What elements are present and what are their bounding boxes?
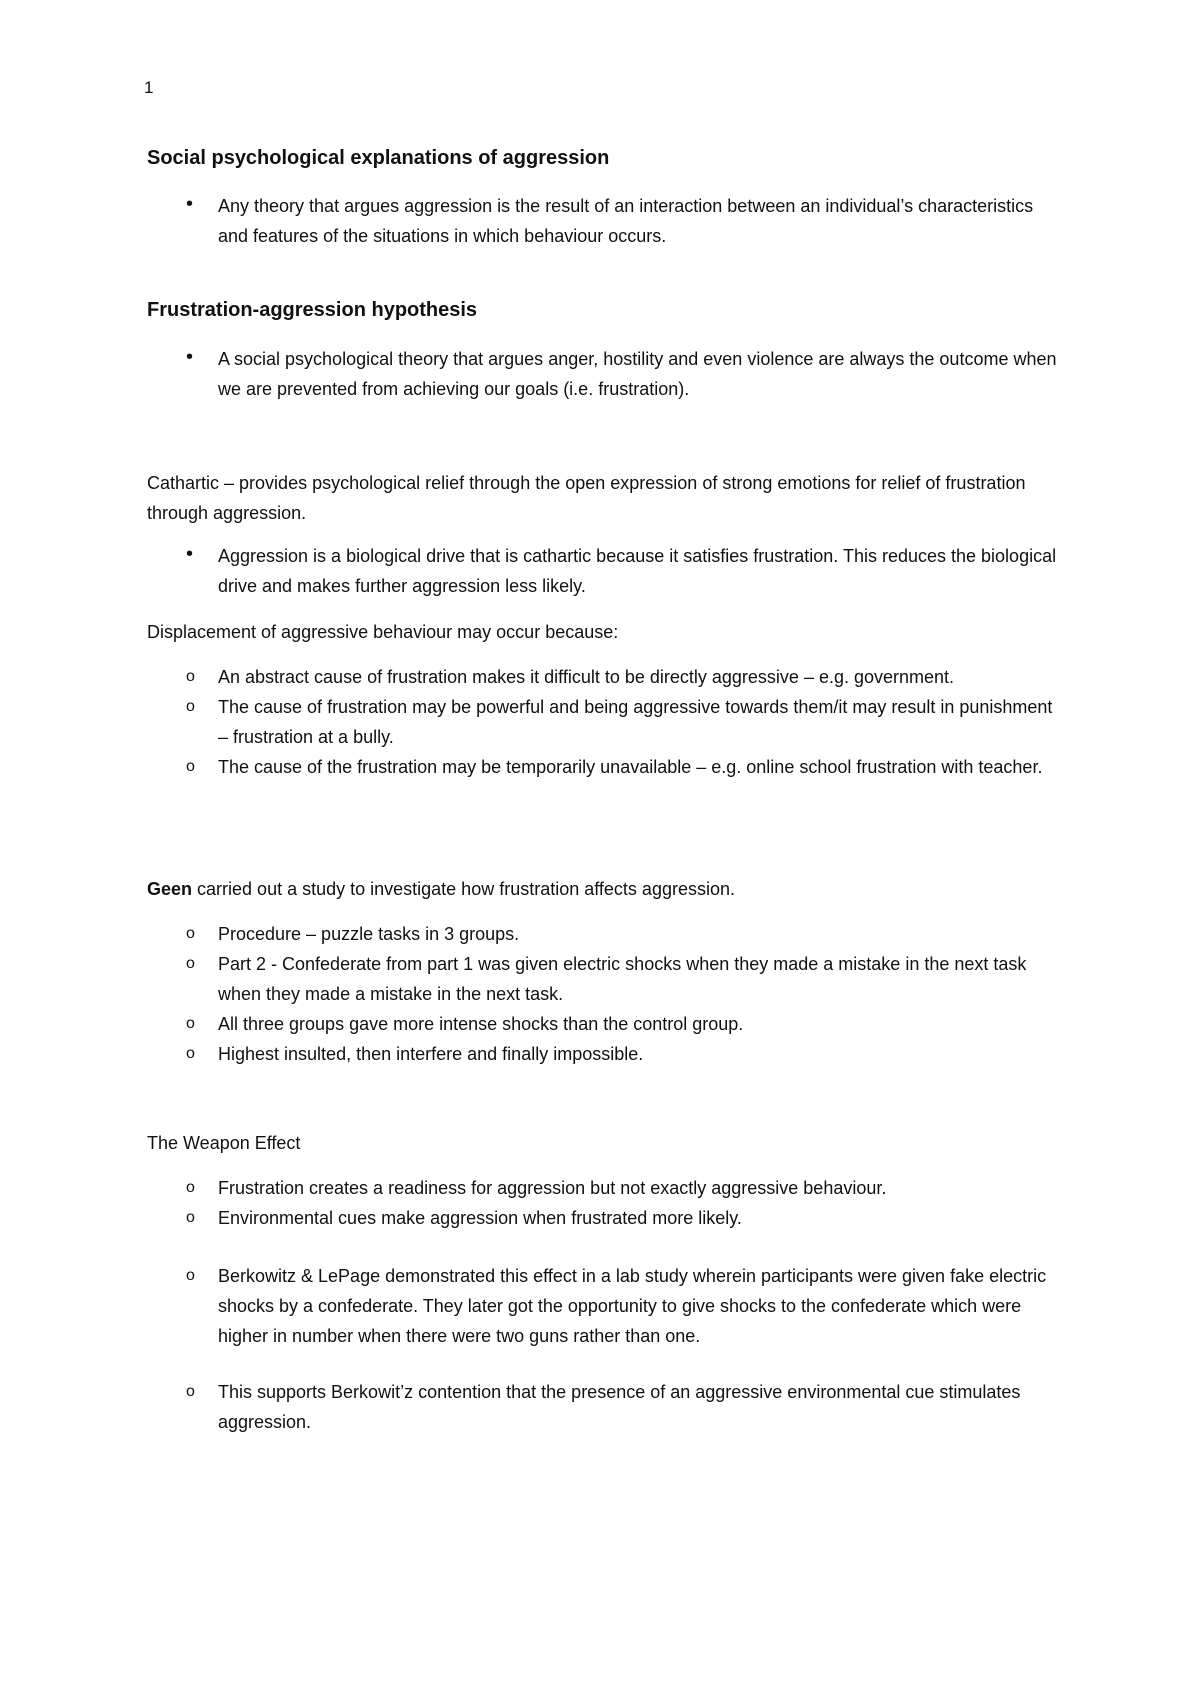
circle-marker: o [186,698,195,715]
list-item [186,949,1066,1009]
list-item-text: A social psychological theory that argues anger, hostility and even violence are always the outcome when we are prevented from achieving our goals (i.e. frustration). [218,349,1057,399]
list-item [186,344,1066,404]
bullet-marker: • [186,543,194,565]
circle-marker: o [186,758,195,775]
list-item [186,752,1066,782]
list-item-text: The cause of frustration may be powerful and being aggressive towards them/it may result in punishment – frustration at a bully. [218,697,1053,747]
list-item-text: Berkowitz & LePage demonstrated this effect in a lab study wherein participants were given fake electric shocks by a confederate. They later got the opportunity to give shocks to the confederate which were higher in number when there were two guns rather than one. [218,1266,1047,1346]
cathartic-paragraph: Cathartic – provides psychological relief through the open expression of strong emotions for relief of frustration through aggression. [147,473,1026,523]
list-item [186,1203,1066,1233]
list-item-text: Part 2 - Confederate from part 1 was given electric shocks when they made a mistake in the next task when they made a mistake in the next task. [218,954,1027,1004]
list-item-text: Aggression is a biological drive that is cathartic because it satisfies frustration. This reduces the biological drive and makes further aggression less likely. [218,546,1057,596]
list-item [186,541,1066,601]
list-item-text: The cause of the frustration may be temporarily unavailable – e.g. online school frustration with teacher. [218,757,1043,777]
circle-marker: o [186,1267,195,1284]
circle-marker: o [186,1209,195,1226]
circle-marker: o [186,1045,195,1062]
circle-marker: o [186,1383,195,1400]
list-item-text: Procedure – puzzle tasks in 3 groups. [218,924,520,944]
list-item-text: This supports Berkowit’z contention that the presence of an aggressive environmental cue stimulates aggression. [218,1382,1021,1432]
list-item [186,692,1066,752]
geen-intro [147,874,1067,904]
list-item [186,1261,1066,1351]
list-item-text: Any theory that argues aggression is the result of an interaction between an individual’s characteristics and features of the situations in which behaviour occurs. [218,196,1034,246]
circle-marker: o [186,668,195,685]
circle-marker: o [186,925,195,942]
list-item [186,919,1066,949]
circle-marker: o [186,955,195,972]
bullet-marker: • [186,346,194,368]
heading-social-explanations: Social psychological explanations of aggression [147,147,610,169]
list-item [186,1173,1066,1203]
list-item-text: Frustration creates a readiness for aggression but not exactly aggressive behaviour. [218,1178,887,1198]
circle-marker: o [186,1015,195,1032]
list-item-text: Environmental cues make aggression when frustrated more likely. [218,1208,742,1228]
geen-name: Geen [147,879,193,899]
bullet-marker: • [186,193,194,215]
list-item [186,191,1066,251]
list-item [186,1377,1066,1437]
list-item [186,1039,1066,1069]
list-item [186,662,1066,692]
circle-marker: o [186,1179,195,1196]
displacement-intro: Displacement of aggressive behaviour may occur because: [147,622,619,642]
heading-frustration-aggression: Frustration-aggression hypothesis [147,299,478,321]
geen-intro-text: carried out a study to investigate how frustration affects aggression. [192,879,735,899]
list-item-text: An abstract cause of frustration makes it difficult to be directly aggressive – e.g. government. [218,667,955,687]
page-number: 1 [144,78,154,97]
list-item-text: All three groups gave more intense shocks than the control group. [218,1014,744,1034]
list-item [186,1009,1066,1039]
list-item-text: Highest insulted, then interfere and finally impossible. [218,1044,644,1064]
weapon-effect-heading: The Weapon Effect [147,1133,301,1153]
